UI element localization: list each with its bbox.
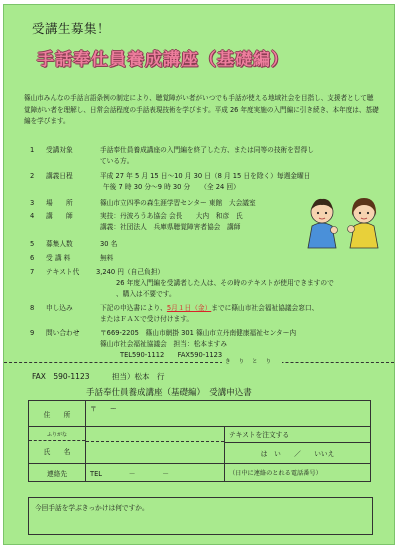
item-number: 9 bbox=[30, 329, 35, 337]
postal-mark: 〒 ー bbox=[90, 405, 117, 413]
item-value: 下記の申込書により、5月１日（金）までに篠山市社会福祉協議会窓口、 bbox=[100, 304, 319, 312]
tel-note: （日中に連絡のとれる電話番号） bbox=[225, 464, 371, 482]
item-number: 2 bbox=[30, 172, 35, 180]
name-label: 氏 名 bbox=[43, 448, 71, 456]
cut-line bbox=[4, 362, 394, 363]
item-value-cont: 講義：社団法人 兵庫県聴覚障害者協会 講師 bbox=[100, 223, 241, 231]
course-title: 手話奉仕員養成講座（基礎編） bbox=[37, 50, 289, 70]
item-number: 7 bbox=[30, 268, 35, 276]
item-label: 講 師 bbox=[46, 212, 73, 220]
item-value: 30 名 bbox=[100, 240, 118, 248]
item-label: 受講対象 bbox=[46, 146, 73, 154]
item-value: 実技：丹波ろうあ協会 会長 大内 和彦 氏 bbox=[100, 212, 243, 220]
textbook-answer-choice[interactable]: は い ／ いいえ bbox=[260, 450, 335, 458]
application-form-title: 手話奉仕員養成講座（基礎編） 受講申込書 bbox=[86, 388, 252, 398]
name-label-cell bbox=[29, 427, 86, 464]
name-field[interactable] bbox=[86, 427, 225, 464]
item-number: 1 bbox=[30, 146, 35, 154]
contact-label: 連絡先 bbox=[29, 464, 86, 482]
item-value: 3,240 円（自己負担） bbox=[96, 268, 165, 276]
item-value: 手話奉仕員養成講座の入門編を終了した方、または同等の技術を習得し bbox=[100, 146, 314, 154]
item-number: 5 bbox=[30, 240, 35, 248]
item-value: 篠山市立四季の森生涯学習センター 東館 大会議室 bbox=[100, 199, 256, 207]
item-label: 講義日程 bbox=[46, 172, 73, 180]
item-value-cont: 、購入は不要です。 bbox=[116, 290, 176, 298]
item-label: 申し込み bbox=[46, 304, 73, 312]
sign-language-figures-icon bbox=[304, 188, 384, 250]
cut-line-label: きりとり bbox=[222, 357, 282, 365]
address-field[interactable] bbox=[86, 401, 371, 427]
textbook-question: テキストを注文する bbox=[225, 427, 370, 443]
furigana-label: ふりがな bbox=[29, 429, 85, 441]
item-value: 無料 bbox=[100, 254, 114, 262]
recruit-heading: 受講生募集！ bbox=[32, 21, 111, 36]
furigana-field[interactable] bbox=[86, 428, 224, 442]
item-value-cont: 篠山市社会福祉協議会 担当：松本ますみ bbox=[100, 340, 228, 348]
motive-box[interactable] bbox=[28, 497, 373, 535]
motive-question: 今回手話を学ぶきっかけは何ですか。 bbox=[35, 504, 149, 512]
item-value-cont: 26 年度入門編を受講者した人は、その時のテキストが使用できますので bbox=[116, 279, 334, 287]
address-label: 住 所 bbox=[29, 401, 86, 427]
item-label: 場 所 bbox=[46, 199, 73, 207]
item-label: テキスト代 bbox=[46, 268, 80, 276]
name-input[interactable] bbox=[86, 442, 224, 462]
item-value-cont: ている方。 bbox=[100, 157, 134, 165]
item-number: 3 bbox=[30, 199, 35, 207]
item-value: 平成 27 年 5 月 15 日～10 月 30 日（8 月 15 日を除く）毎週金曜日 bbox=[100, 172, 311, 180]
item-value: 〒669-2205 篠山市網掛 301 篠山市立丹南健康福祉センター内 bbox=[100, 329, 297, 337]
item-label: 募集人数 bbox=[46, 240, 73, 248]
item-value-cont: 午後 7 時 30 分～9 時 30 分 （全 24 回） bbox=[103, 183, 240, 191]
item-number: 6 bbox=[30, 254, 35, 262]
item-number: 4 bbox=[30, 212, 35, 220]
textbook-order-cell bbox=[225, 427, 371, 464]
item-value-cont: またはＦＡＸで受け付けます。 bbox=[100, 315, 194, 323]
fax-destination: FAX 590-1123 担当）松本 行 bbox=[32, 372, 165, 381]
tel-field[interactable]: TEL － － bbox=[86, 464, 225, 482]
intro-paragraph: 篠山市みんなの手話言語条例の制定により、聴覚障がい者がいつでも手話が使える地域社会を目指し、支援者として聴覚障がい者を理解し、日常会話程度の手話表現技術を学びます。平成 26 年度実施の入門編に引き続き、本年度は、基礎編を学びます。 bbox=[24, 94, 379, 125]
item-value-cont: TEL590-1112 FAX590-1123 bbox=[120, 351, 223, 359]
item-number: 8 bbox=[30, 304, 35, 312]
item-label: 受 講 料 bbox=[46, 254, 71, 262]
deadline-highlight: 5月１日（金） bbox=[166, 304, 212, 312]
item-label: 問い合わせ bbox=[46, 329, 80, 337]
flyer-sheet bbox=[3, 4, 395, 545]
